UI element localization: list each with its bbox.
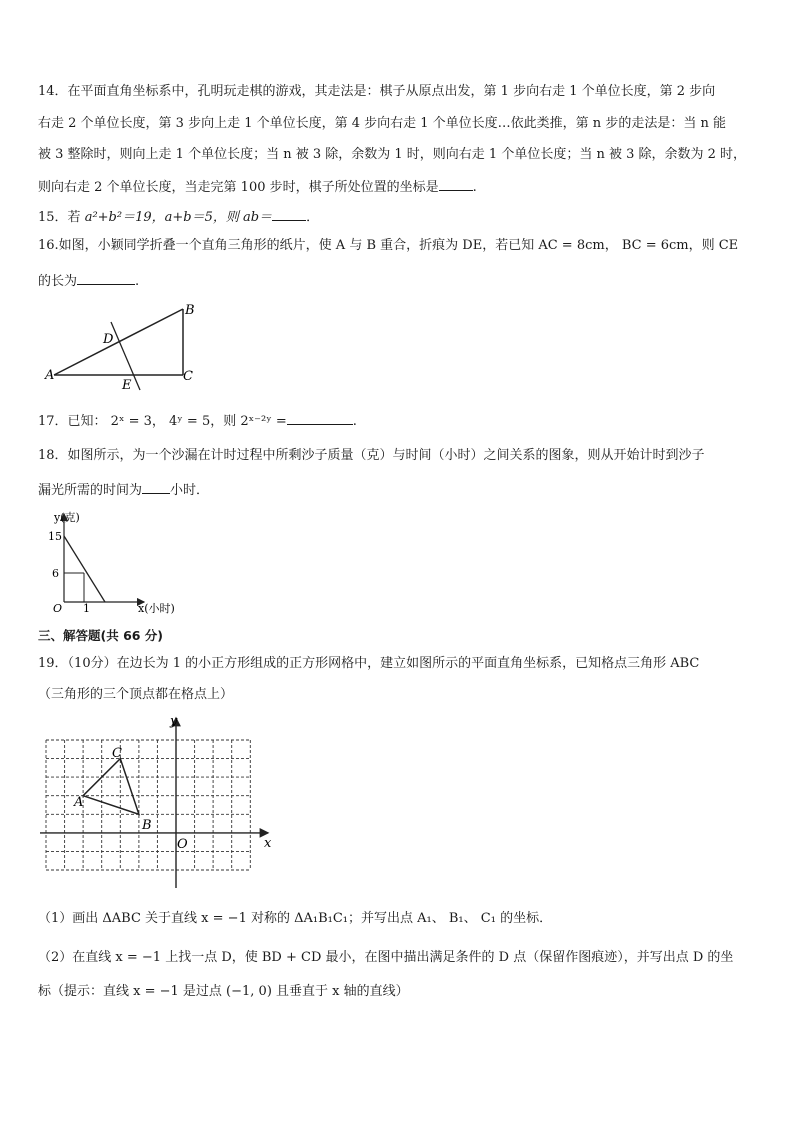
origin-label: O [177,837,188,852]
q19-part-2-line-2: 标（提示：直线 x = −1 是过点 (−1, 0) 且垂直于 x 轴的直线） [38,984,409,999]
q16-line-1: 16.如图，小颖同学折叠一个直角三角形的纸片，使 A 与 B 重合，折痕为 DE，若已知 AC = 8cm， BC = 6cm，则 CE [38,238,739,253]
q16-line-2-text: 的长为 [38,274,78,289]
q15-equation: a²+b²＝19，a+b＝5，则 ab＝ [84,210,273,225]
label-c: C [183,369,193,384]
q19-part-1: （1）画出 ΔABC 关于直线 x = −1 对称的 ΔA₁B₁C₁；并写出点 A₁、 B₁、 C₁ 的坐标． [38,911,553,926]
q17-end: . [352,414,357,429]
q19-grid-figure [36,712,278,894]
label-d: D [103,332,114,347]
label-a: A [74,795,84,810]
q15-end: ． [306,210,320,225]
section-title: 三、解答题(共 66 分) [38,628,164,643]
q18-line-2-text: 漏光所需的时间为 [38,483,143,498]
y-axis-label: y(克) [54,511,80,524]
label-b: B [142,818,152,833]
label-a: A [45,368,55,383]
tick-15: 15 [48,530,62,543]
x-axis-label: x(小时) [138,602,175,615]
q18-line-1: 18．如图所示，为一个沙漏在计时过程中所剩沙子质量（克）与时间（小时）之间关系的图象，则从开始计时到沙子 [38,448,705,463]
q19-part-2-line-1: （2）在直线 x = −1 上找一点 D，使 BD + CD 最小，在图中描出满足条件的 D 点（保留作图痕迹），并写出点 D 的坐 [38,950,734,965]
q14-line-2: 右走 2 个单位长度，第 3 步向上走 1 个单位长度，第 4 步向右走 1 个单位长度…依此类推，第 n 步的走法是：当 n 能 [38,116,726,131]
origin-label: O [53,602,63,615]
label-c: C [112,746,122,761]
q17-text: 17．已知： 2ˣ = 3， 4ʸ = 5，则 2ˣ⁻²ʸ = [38,414,287,429]
tick-6: 6 [52,567,59,580]
q15-line [38,208,319,226]
q17-line [38,412,357,430]
tick-1: 1 [83,602,90,615]
label-e: E [122,378,132,393]
q14-line-4 [38,178,477,196]
q14-line-3: 被 3 整除时，则向上走 1 个单位长度；当 n 被 3 除，余数为 1 时，则向右走 1 个单位长度；当 n 被 3 除，余数为 2 时， [38,147,747,162]
q18-answer-blank [142,481,170,494]
q17-answer-blank [287,412,353,425]
q19-line-1: 19．（10分）在边长为 1 的小正方形组成的正方形网格中，建立如图所示的平面直角坐标系，已知格点三角形 ABC [38,656,700,671]
label-b: B [185,303,195,318]
q16-end: . [135,274,140,289]
q14-answer-blank [439,178,473,191]
q14-line-1: 14．在平面直角坐标系中，孔明玩走棋的游戏，其走法是：棋子从原点出发，第 1 步向右走 1 个单位长度，第 2 步向 [38,84,716,99]
segment-ab [54,309,183,375]
y-axis-label: y [170,714,178,729]
q19-line-2: （三角形的三个顶点都在格点上） [38,687,234,702]
q16-line-2 [38,272,139,290]
q18-sand-graph [40,508,190,618]
q16-triangle-figure [40,298,210,393]
q14-line-4-text: 则向右走 2 个单位长度，当走完第 100 步时，棋子所处位置的坐标是 [38,180,439,195]
q15-prefix: 15．若 [38,210,85,225]
q14-end: . [472,180,477,195]
x-axis-label: x [264,836,272,851]
triangle-abc [83,759,139,815]
q18-line-2 [38,481,209,499]
q16-answer-blank [77,272,135,285]
q18-line-2-tail: 小时． [170,483,210,498]
q15-answer-blank [272,208,306,221]
